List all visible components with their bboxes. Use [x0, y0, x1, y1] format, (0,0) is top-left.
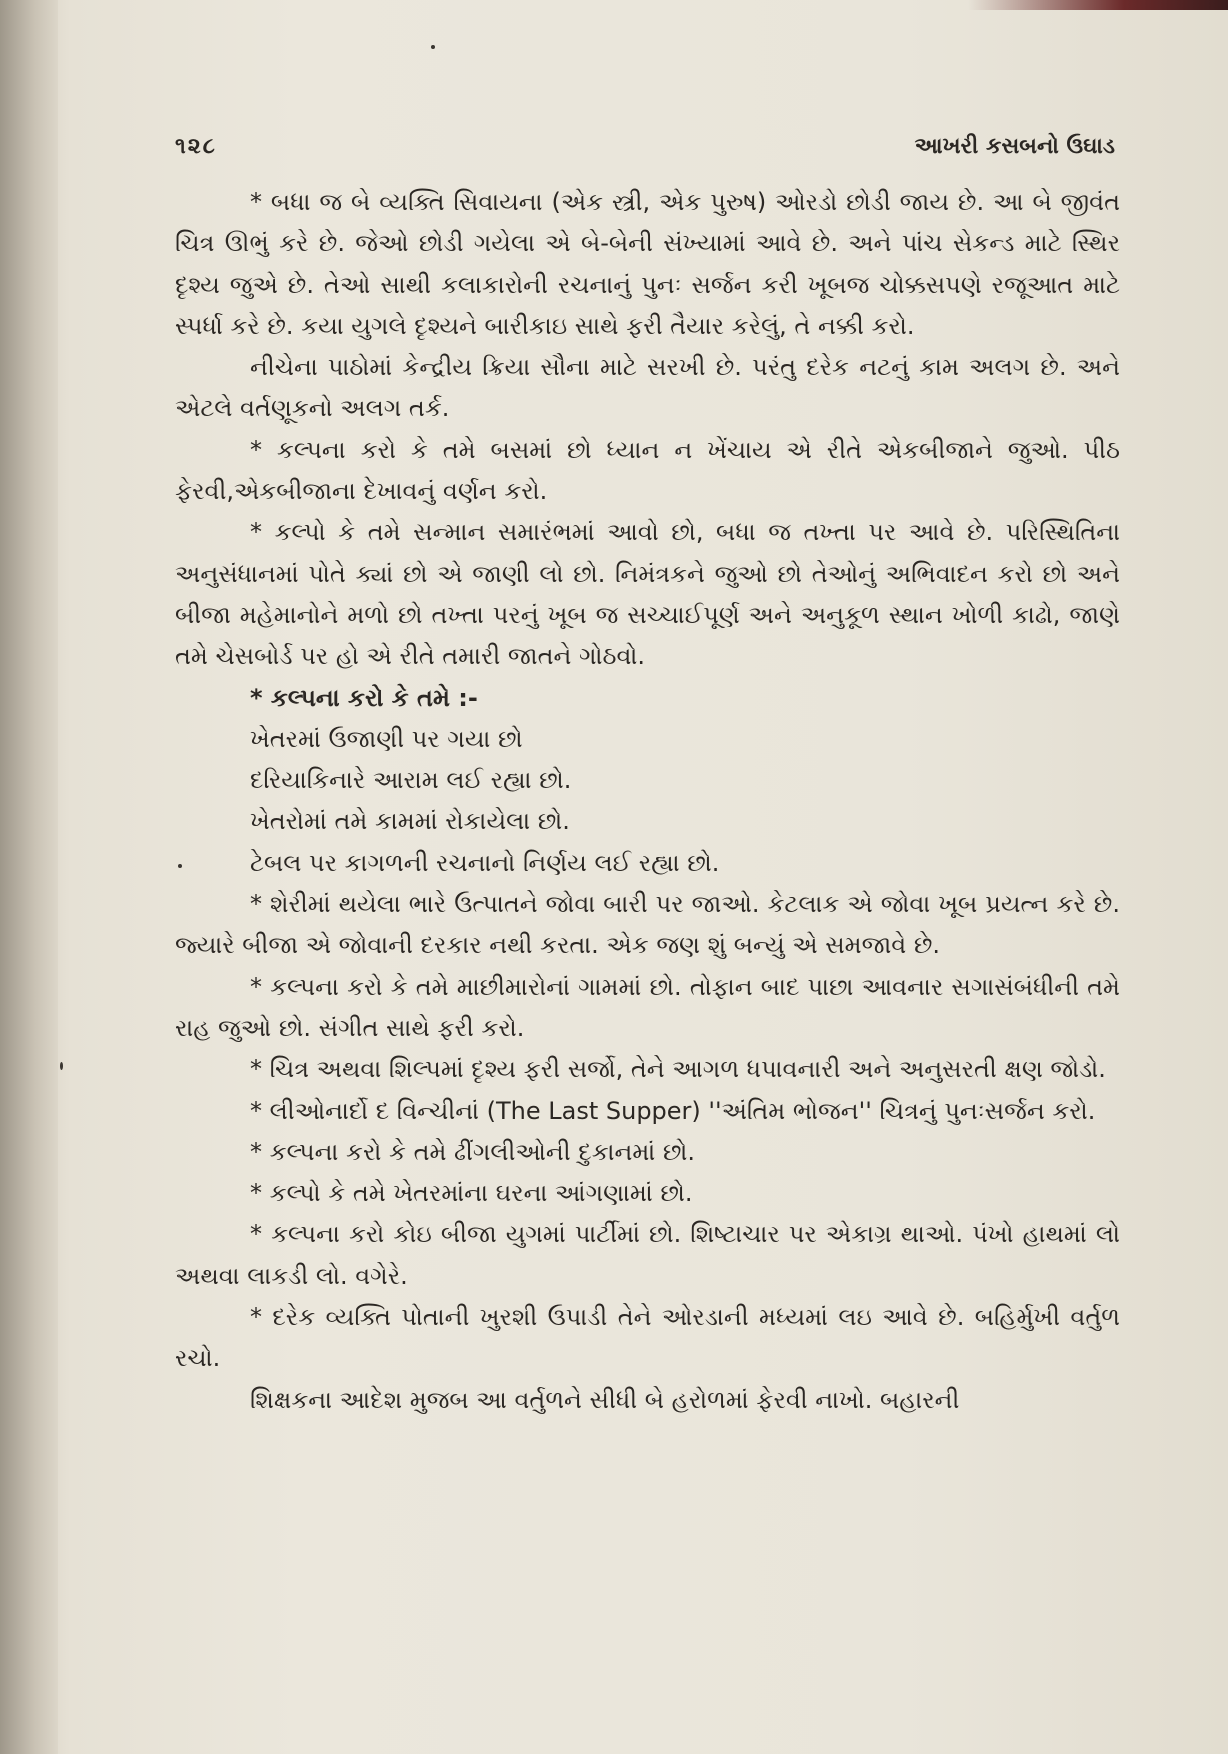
paragraph: શિક્ષકના આદેશ મુજબ આ વર્તુળને સીધી બે હરોળમાં ફેરવી નાખો. બહારની: [250, 1385, 960, 1414]
paragraph: * કલ્પના કરો કે તમે બસમાં છો ધ્યાન ન ખેંચાય એ રીતે એકબીજાને જુઓ. પીઠ ફેરવી,એકબીજાના દેખાવનું વર્ણન કરો.: [175, 435, 1120, 506]
ink-speck: [60, 1062, 63, 1070]
paragraph: * ચિત્ર અથવા શિલ્પમાં દૃશ્ય ફરી સર્જો, તેને આગળ ધપાવનારી અને અનુસરતી ક્ષણ જોડો.: [250, 1055, 1106, 1084]
imagine-heading: * કલ્પના કરો કે તમે :-: [250, 683, 478, 712]
paragraph: નીચેના પાઠોમાં કેન્દ્રીય ક્રિયા સૌના માટે સરખી છે. પરંતુ દરેક નટનું કામ અલગ છે. અને એટલે વર્તણૂકનો અલગ તર્ક.: [175, 353, 1120, 423]
running-title: આખરી કસબનો ઉઘાડ: [914, 134, 1115, 159]
list-item: ખેતરમાં ઉજાણી પર ગયા છો: [250, 724, 523, 753]
page-number: ૧૨૮: [175, 134, 217, 159]
paragraph: * કલ્પના કરો કે તમે ઢીંગલીઓની દુકાનમાં છો.: [250, 1137, 696, 1166]
ink-speck: [431, 45, 435, 49]
page-header: [175, 134, 1115, 174]
paragraph: * લીઓનાર્દો દ વિન્ચીનાં (The Last Supper) ''અંતિમ ભોજન'' ચિત્રનું પુનઃસર્જન કરો.: [250, 1096, 1096, 1125]
cover-edge: [968, 0, 1228, 10]
list-item: દરિયાકિનારે આરામ લઈ રહ્યા છો.: [250, 766, 572, 795]
paragraph: * શેરીમાં થયેલા ભારે ઉત્પાતને જોવા બારી પર જાઓ. કેટલાક એ જોવા ખૂબ પ્રયત્ન કરે છે. જ્યારે બીજા એ જોવાની દરકાર નથી કરતા. એક જણ શું બન્યું એ સમજાવે છે.: [175, 890, 1120, 960]
paragraph: * બધા જ બે વ્યક્તિ સિવાયના (એક સ્ત્રી, એક પુરુષ) ઓરડો છોડી જાય છે. આ બે જીવંત ચિત્ર ઊભું કરે છે. જેઓ છોડી ગયેલા એ બે-બેની સંખ્યામાં આવે છે. અને પાંચ સેકન્ડ માટે સ્થિર દૃશ્ય જુએ છે. તેઓ સાથી કલાકારોની રચનાનું પુનઃ સર્જન કરી ખૂબજ ચોક્કસપણે રજૂઆત માટે સ્પર્ધા કરે છે. કયા યુગલે દૃશ્યને બારીકાઇ સાથે ફરી તૈયાર કરેલું, તે નક્કી કરો.: [175, 188, 1120, 340]
list-item: ખેતરોમાં તમે કામમાં રોકાયેલા છો.: [250, 807, 570, 836]
paragraph: * કલ્પો કે તમે સન્માન સમારંભમાં આવો છો, બધા જ તખ્તા પર આવે છે. પરિસ્થિતિના અનુસંધાનમાં પોતે ક્યાં છો એ જાણી લો છો. નિમંત્રકને જુઓ છો તેઓનું અભિવાદન કરો છો અને બીજા મહેમાનોને મળો છો તખ્તા પરનું ખૂબ જ સચ્ચાઈપૂર્ણ અને અનુકૂળ સ્થાન ખોળી કાઢો, જાણે તમે ચેસબોર્ડ પર હો એ રીતે તમારી જાતને ગોઠવો.: [175, 518, 1120, 671]
paragraph: * કલ્પના કરો કે તમે માછીમારોનાં ગામમાં છો. તોફાન બાદ પાછા આવનાર સગાસંબંધીની તમે રાહ જુઓ છો. સંગીત સાથે ફરી કરો.: [175, 972, 1120, 1042]
paragraph: * કલ્પના કરો કોઇ બીજા યુગમાં પાર્ટીમાં છો. શિષ્ટાચાર પર એકાગ્ર થાઓ. પંખો હાથમાં લો અથવા લાકડી લો. વગેરે.: [175, 1220, 1120, 1290]
paragraph: * કલ્પો કે તમે ખેતરમાંના ઘરના આંગણામાં છો.: [250, 1179, 693, 1208]
ink-speck: [178, 864, 182, 868]
book-spine-shadow: [0, 0, 58, 1754]
paragraph: * દરેક વ્યક્તિ પોતાની ખુરશી ઉપાડી તેને ઓરડાની મધ્યમાં લઇ આવે છે. બહિર્મુખી વર્તુળ રચો.: [175, 1303, 1120, 1373]
page-body: [175, 182, 1120, 1421]
list-item: ટેબલ પર કાગળની રચનાનો નિર્ણય લઈ રહ્યા છો.: [250, 848, 720, 877]
